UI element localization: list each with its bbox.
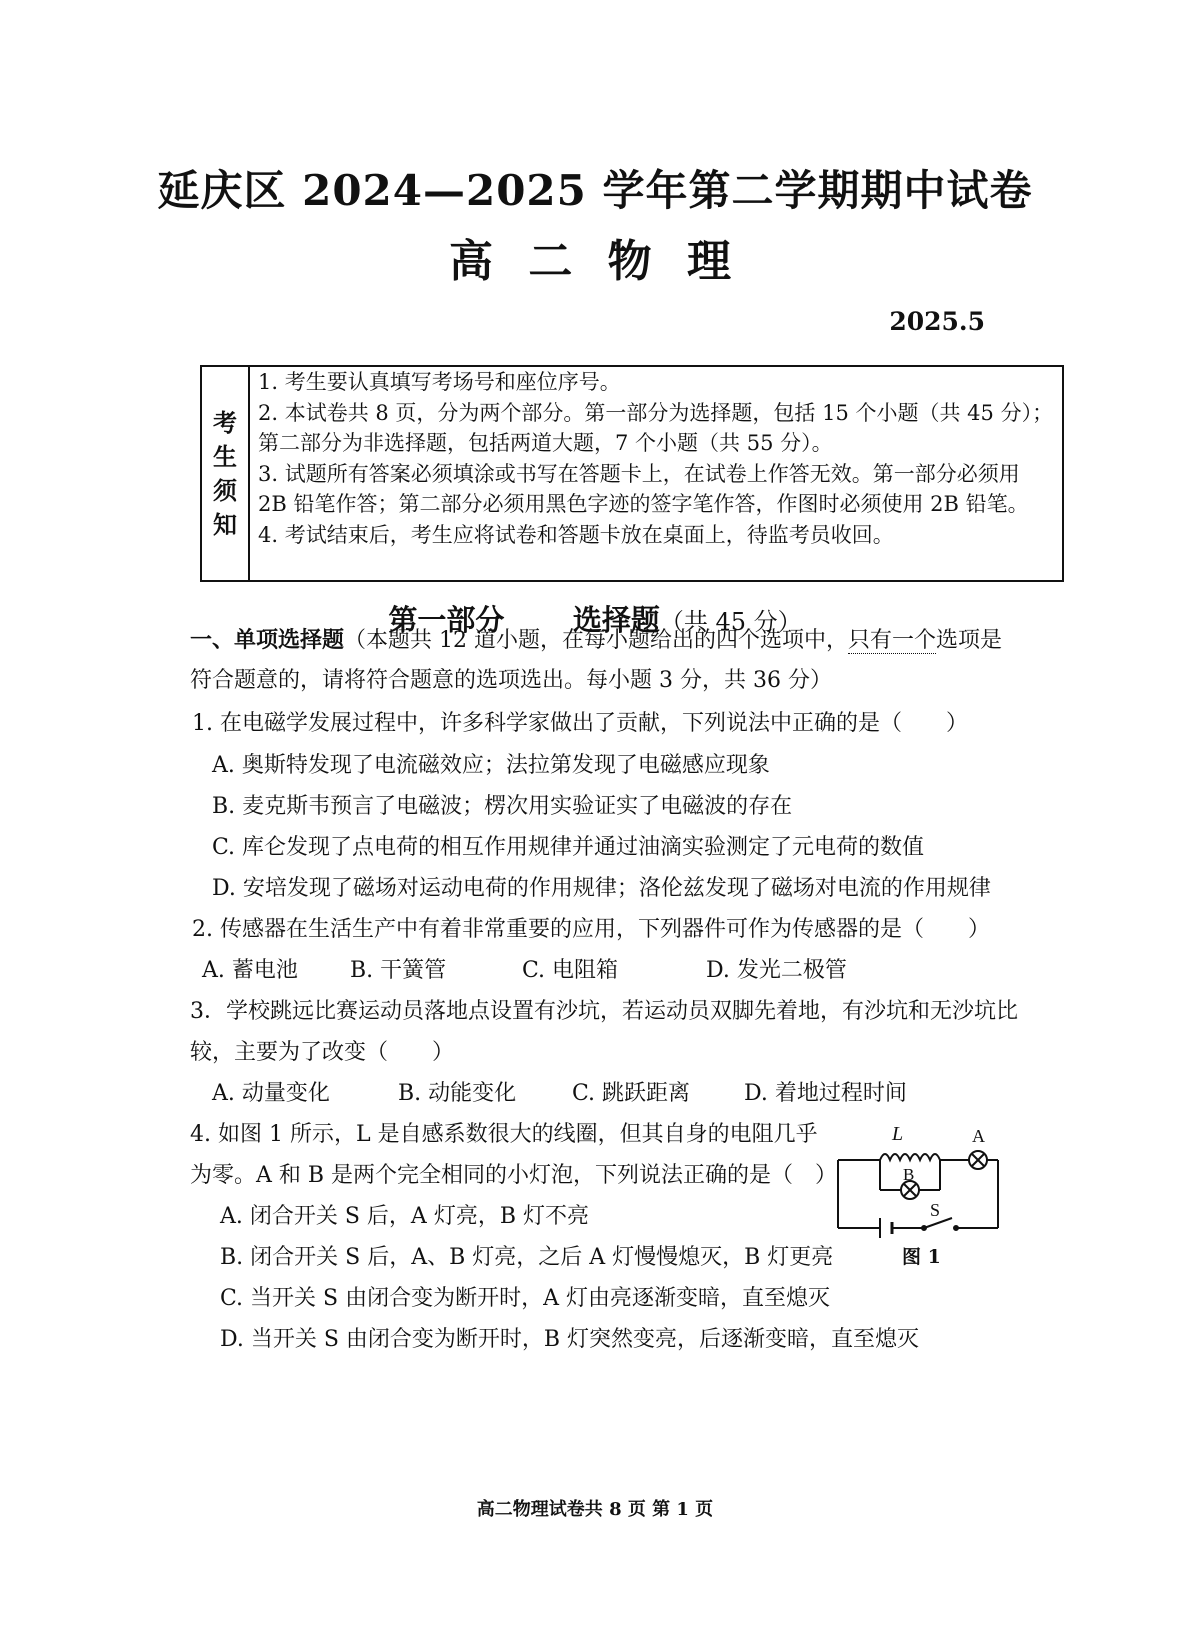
- label-lamp-b: B: [903, 1165, 915, 1184]
- q1-option-a: A. 奥斯特发现了电流磁效应；法拉第发现了电磁感应现象: [212, 753, 770, 778]
- q1-option-c: C. 库仑发现了点电荷的相互作用规律并通过油滴实验测定了元电荷的数值: [212, 835, 925, 860]
- section-score: （共 45 分）: [659, 608, 802, 636]
- label-switch: S: [930, 1200, 941, 1220]
- notice-label-char: 须: [213, 475, 237, 505]
- exam-date: 2025.5: [889, 307, 985, 336]
- q4-option-d: D. 当开关 S 由闭合变为断开时，B 灯突然变亮，后逐渐变暗，直至熄灭: [220, 1327, 920, 1352]
- notice-rule-4: 4. 考试结束后，考生应将试卷和答题卡放在桌面上，待监考员收回。: [258, 522, 894, 547]
- group-emphasis: 只有一个: [848, 628, 937, 653]
- notice-rule-3: 3. 试题所有答案必须填涂或书写在答题卡上，在试卷上作答无效。第一部分必须用 2B 铅笔作答；第二部分必须用黑色字迹的签字笔作答，作图时必须使用 2B 铅笔。: [258, 461, 1029, 516]
- group-text-after: 选项是符合题意的，请将符合题意的选项选出。每小题 3 分，共 36 分）: [190, 628, 1003, 693]
- inductor-coil: [880, 1154, 940, 1160]
- exam-title: 延庆区 2024—2025 学年第二学期期中试卷: [157, 166, 1033, 215]
- circuit-diagram: [830, 1118, 1010, 1278]
- group-heading: 一、单项选择题: [190, 627, 345, 653]
- q2-option-b: B. 干簧管: [350, 958, 447, 983]
- notice-rule-2: 2. 本试卷共 8 页，分为两个部分。第一部分为选择题，包括 15 个小题（共 45 分）；第二部分为非选择题，包括两道大题，7 个小题（共 55 分）。: [258, 400, 1054, 455]
- q4-option-c: C. 当开关 S 由闭合变为断开时，A 灯由亮逐渐变暗，直至熄灭: [220, 1286, 830, 1311]
- switch-contact: [954, 1226, 958, 1230]
- section-part: 第一部分: [388, 603, 505, 637]
- q2-option-c: C. 电阻箱: [522, 958, 619, 983]
- label-lamp-a: A: [972, 1126, 985, 1146]
- q1-option-b: B. 麦克斯韦预言了电磁波；楞次用实验证实了电磁波的存在: [212, 794, 793, 819]
- notice-rule-1: 1. 考生要认真填写考场号和座位序号。: [258, 370, 621, 394]
- q3-stem-line2: 较，主要为了改变（ ）: [190, 1040, 455, 1065]
- q4-stem-line1: 4. 如图 1 所示，L 是自感系数很大的线圈，但其自身的电阻几乎: [190, 1122, 818, 1147]
- q2-option-d: D. 发光二极管: [706, 958, 847, 983]
- q3-option-d: D. 着地过程时间: [744, 1081, 907, 1106]
- q4-option-a: A. 闭合开关 S 后，A 灯亮，B 灯不亮: [220, 1204, 589, 1229]
- group-text-before: （本题共 12 道小题，在每小题给出的四个选项中，: [344, 628, 848, 653]
- q1-option-d: D. 安培发现了磁场对运动电荷的作用规律；洛伦兹发现了磁场对电流的作用规律: [212, 876, 991, 901]
- notice-rules: [258, 367, 1054, 550]
- section-name: 选择题: [572, 603, 660, 637]
- q2-option-a: A. 蓄电池: [202, 958, 298, 983]
- notice-label-char: 知: [213, 509, 237, 539]
- q2-stem: 2. 传感器在生活生产中有着非常重要的应用，下列器件可作为传感器的是（ ）: [192, 917, 990, 942]
- q4-option-b: B. 闭合开关 S 后，A、B 灯亮，之后 A 灯慢慢熄灭，B 灯更亮: [220, 1245, 834, 1270]
- q3-stem-line1: 3．学校跳远比赛运动员落地点设置有沙坑，若运动员双脚先着地，有沙坑和无沙坑比: [190, 999, 1018, 1024]
- page-footer: 高二物理试卷共 8 页 第 1 页: [476, 1499, 714, 1520]
- q4-stem-line2: 为零。A 和 B 是两个完全相同的小灯泡，下列说法正确的是（ ）: [190, 1163, 838, 1188]
- group-instructions: [190, 620, 1005, 701]
- figure-caption: 图 1: [902, 1246, 941, 1268]
- notice-label: [202, 367, 250, 580]
- q3-option-b: B. 动能变化: [398, 1081, 517, 1106]
- subject-title: 高 二 物 理: [449, 236, 741, 287]
- q3-option-c: C. 跳跃距离: [572, 1081, 691, 1106]
- candidate-notice-box: [200, 365, 1064, 582]
- q3-option-a: A. 动量变化: [212, 1081, 330, 1106]
- label-inductor: L: [892, 1123, 904, 1145]
- notice-label-char: 考: [213, 407, 237, 437]
- notice-label-char: 生: [213, 441, 237, 471]
- q1-stem: 1. 在电磁学发展过程中，许多科学家做出了贡献，下列说法中正确的是（ ）: [192, 711, 968, 736]
